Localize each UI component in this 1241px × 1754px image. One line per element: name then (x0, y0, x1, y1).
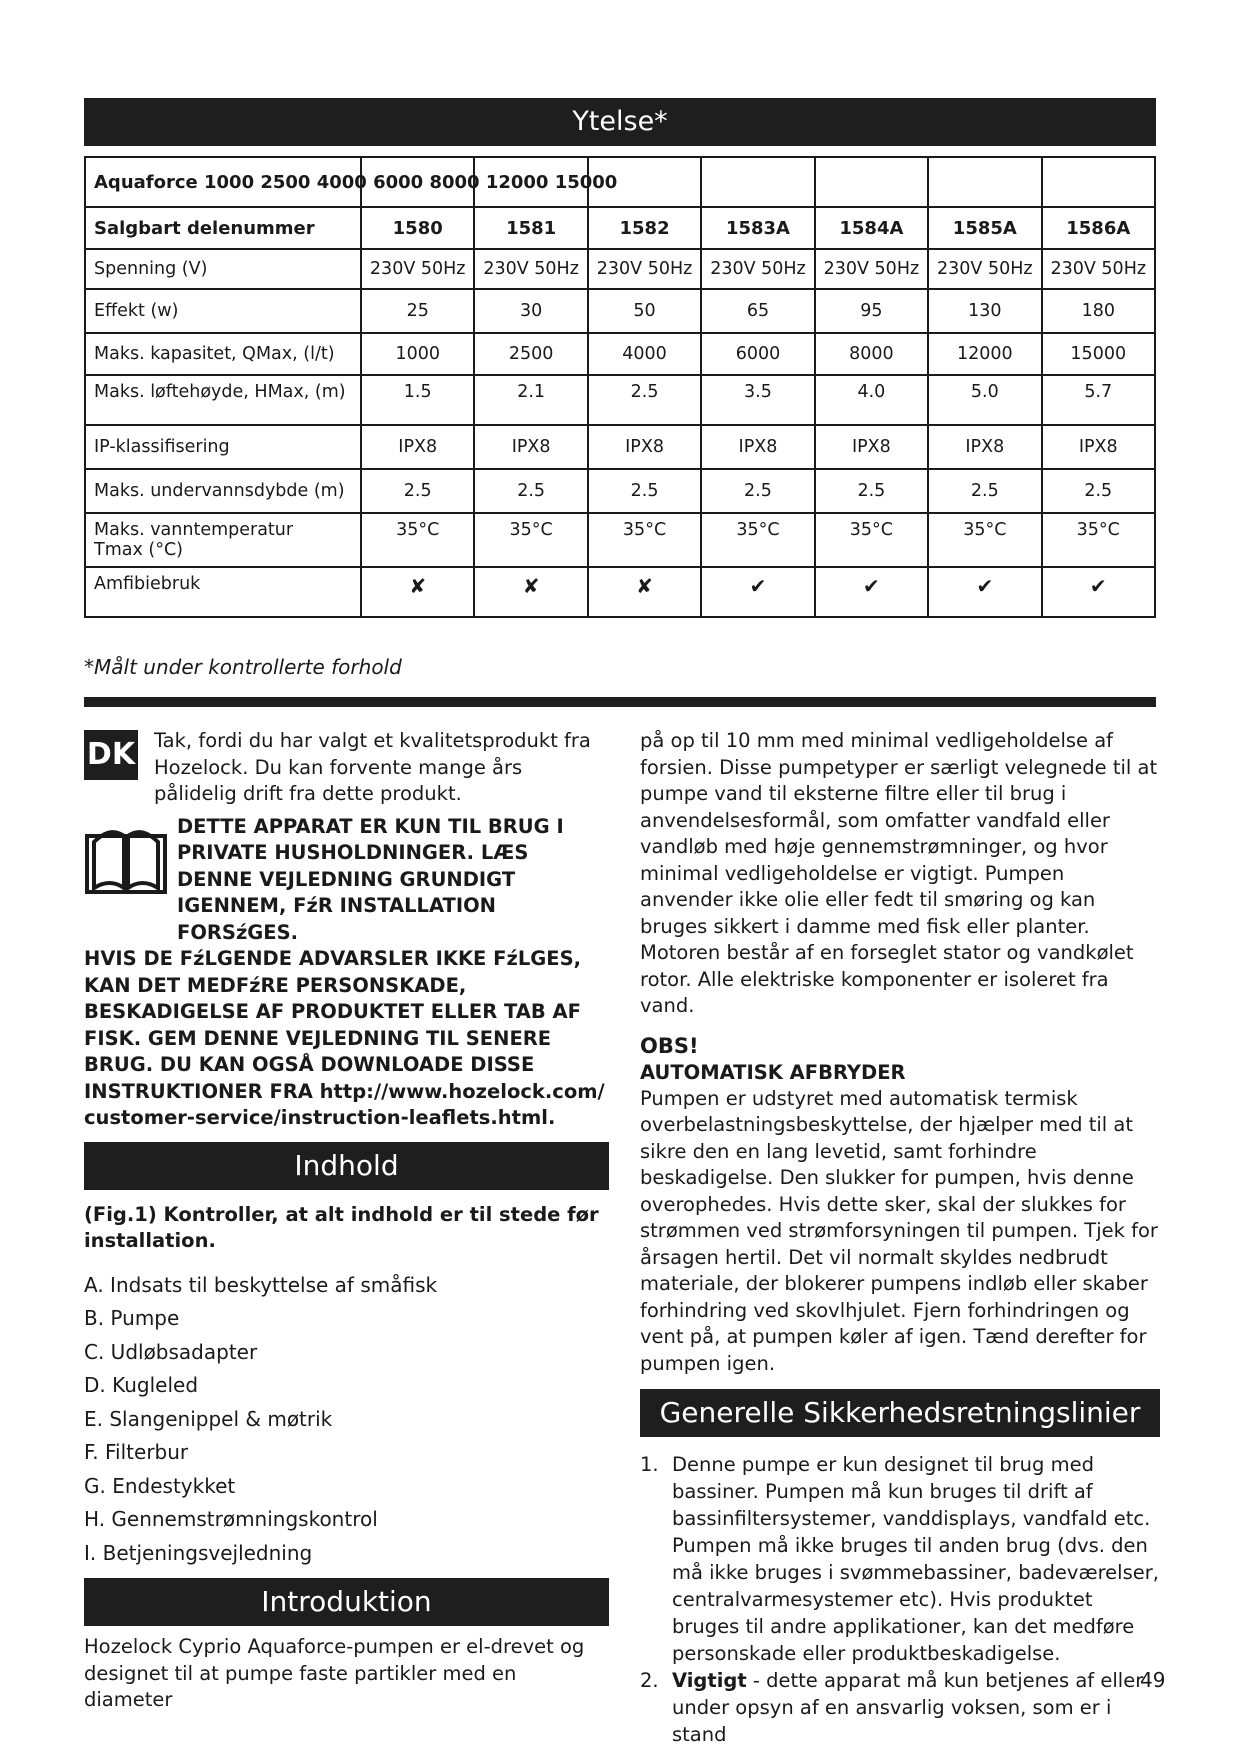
item-bold: Vigtigt (672, 1669, 747, 1692)
table-row (85, 469, 1155, 513)
cell: 230V 50Hz (701, 249, 814, 289)
part-number: 1584A (815, 207, 928, 249)
cell: 30 (474, 289, 587, 333)
note-heading: OBS! (640, 1033, 699, 1058)
warning-text: HVIS DE FźLGENDE ADVARSLER IKKE FźLGES, KAN DET MEDFźRE PERSONSKADE, BESKADIGELSE AF PRODUKTET ELLER TAB AF FISK. GEM DENNE VEJLEDNING TIL SENERE BRUG. DU KAN OGSÅ DOWNLOADE DISSE INSTRUKTIONER FRA http://www.hozelock.com/ customer-service/instruction-leaflets.html. (84, 947, 605, 1129)
table-row (85, 567, 1155, 617)
intro-text: Hozelock Cyprio Aquaforce-pumpen er el-drevet og designet til at pumpe faste partikler med en diameter (84, 1635, 585, 1711)
table-row (85, 425, 1155, 469)
cell: 2.5 (1042, 469, 1155, 513)
cell: 230V 50Hz (588, 249, 701, 289)
table-row (85, 333, 1155, 375)
intro-continued: på op til 10 mm med minimal vedligeholdelse af forsien. Disse pumpetyper er særligt velegnede til at pumpe vand til eksterne filtre eller til brug i anvendelsesformål, som omfatter vandfald eller vandløb med høje gennemstrømninger, og hvor minimal vedligeholdelse er vigtigt. Pumpen anvender ikke olie eller fedt til smøring og kan bruges sikkert i damme med fisk eller planter. Motoren består af en forseglet stator og vandkølet rotor. Alle elektriske komponenter er isoleret fra vand. (640, 729, 1158, 1017)
table-row (85, 207, 1155, 249)
row-label: Spenning (V) (85, 249, 361, 289)
row-label: Amfibiebruk (85, 567, 361, 617)
row-label: Maks. undervannsdybde (m) (85, 469, 361, 513)
check-note: (Fig.1) Kontroller, at alt indhold er til stede før installation. (84, 1202, 599, 1252)
cell: 35°C (1042, 513, 1155, 567)
row-label-line: Tmax (°C) (94, 540, 184, 560)
cell: 4.0 (815, 375, 928, 425)
auto-cutout-heading: AUTOMATISK AFBRYDER (640, 1060, 906, 1084)
item-number: 2. (640, 1669, 659, 1692)
list-item (640, 1451, 1160, 1667)
cell: 95 (815, 289, 928, 333)
part-number: 1580 (361, 207, 474, 249)
cell: 5.7 (1042, 375, 1155, 425)
row-label (85, 513, 361, 567)
contents-list (84, 1269, 609, 1571)
list-item: B. Pumpe (84, 1306, 180, 1330)
row-label: Maks. løftehøyde, HMax, (m) (85, 375, 361, 425)
left-column (84, 728, 609, 1714)
cell: 180 (1042, 289, 1155, 333)
cell: 230V 50Hz (928, 249, 1041, 289)
cell: 50 (588, 289, 701, 333)
check-icon: ✔ (701, 567, 814, 617)
item-text: - dette apparat må kun betjenes af eller under opsyn af en ansvarlig voksen, som er i stand (672, 1669, 1144, 1746)
cell: 2.5 (928, 469, 1041, 513)
cell: 2.5 (588, 375, 701, 425)
contents-heading: Indhold (84, 1142, 609, 1190)
introduction-heading: Introduktion (84, 1578, 609, 1626)
section-divider (84, 697, 1156, 707)
performance-table (84, 156, 1156, 618)
cell: 6000 (701, 333, 814, 375)
page-number: 49 (1140, 1668, 1166, 1692)
cell: 15000 (1042, 333, 1155, 375)
cross-icon: ✘ (588, 567, 701, 617)
list-item: G. Endestykket (84, 1473, 236, 1498)
cell: IPX8 (1042, 425, 1155, 469)
cell: IPX8 (815, 425, 928, 469)
cell: IPX8 (701, 425, 814, 469)
cell: 2.5 (815, 469, 928, 513)
cross-icon: ✘ (361, 567, 474, 617)
warning-text: DETTE APPARAT ER KUN TIL BRUG I PRIVATE HUSHOLDNINGER. LÆS DENNE VEJLEDNING GRUNDIGT IGENNEM, FźR INSTALLATION FORSźGES. (177, 814, 564, 944)
right-column (640, 728, 1160, 1748)
cell: 130 (928, 289, 1041, 333)
cell: 230V 50Hz (361, 249, 474, 289)
cell: 230V 50Hz (815, 249, 928, 289)
cell: 3.5 (701, 375, 814, 425)
part-number: 1581 (474, 207, 587, 249)
cell: 8000 (815, 333, 928, 375)
footnote: *Målt under kontrollerte forhold (84, 655, 402, 679)
cross-icon: ✘ (474, 567, 587, 617)
item-number: 1. (640, 1453, 659, 1476)
thanks-text: Tak, fordi du har valgt et kvalitetsprodukt fra Hozelock. Du kan forvente mange års pålidelig drift fra dette produkt. (154, 729, 591, 805)
part-number-label: Salgbart delenummer (85, 207, 361, 249)
cell: IPX8 (361, 425, 474, 469)
language-badge: DK (84, 730, 138, 780)
check-icon: ✔ (1042, 567, 1155, 617)
cell: 2500 (474, 333, 587, 375)
list-item (640, 1667, 1160, 1748)
table-row (85, 289, 1155, 333)
list-item: E. Slangenippel & møtrik (84, 1406, 333, 1431)
cell: 2.5 (701, 469, 814, 513)
safety-heading: Generelle Sikkerhedsretningslinier (640, 1389, 1160, 1437)
table-row (85, 249, 1155, 289)
check-icon: ✔ (928, 567, 1041, 617)
cell: 2.1 (474, 375, 587, 425)
cell: 2.5 (474, 469, 587, 513)
cell: 35°C (474, 513, 587, 567)
cell: 35°C (701, 513, 814, 567)
row-label: IP-klassifisering (85, 425, 361, 469)
item-text: Denne pumpe er kun designet til brug med bassiner. Pumpen må kun bruges til drift af bassinfiltersystemer, vanddisplays, vandfald etc. Pumpen må ikke bruges til anden brug (dvs. den må ikke bruges i svømmebassiner, badeværelser, centralvarmesystemer etc). Hvis produktet bruges til andre applikationer, kan det medføre personskade eller produktbeskadigelse. (672, 1453, 1159, 1665)
table-row (85, 513, 1155, 567)
cell: 230V 50Hz (474, 249, 587, 289)
cell: 1000 (361, 333, 474, 375)
cell: 65 (701, 289, 814, 333)
cell: 12000 (928, 333, 1041, 375)
part-number: 1583A (701, 207, 814, 249)
cell: 35°C (815, 513, 928, 567)
cell: IPX8 (588, 425, 701, 469)
check-icon: ✔ (815, 567, 928, 617)
table-row (85, 157, 1155, 207)
list-item: I. Betjeningsvejledning (84, 1540, 313, 1565)
cell: 35°C (361, 513, 474, 567)
safety-list (640, 1451, 1160, 1748)
part-number: 1585A (928, 207, 1041, 249)
list-item: F. Filterbur (84, 1440, 189, 1464)
performance-title: Ytelse* (84, 98, 1156, 146)
cell: 35°C (928, 513, 1041, 567)
part-number: 1586A (1042, 207, 1155, 249)
list-item: D. Kugleled (84, 1373, 199, 1397)
part-number: 1582 (588, 207, 701, 249)
cell: 5.0 (928, 375, 1041, 425)
cell: 1.5 (361, 375, 474, 425)
row-label: Effekt (w) (85, 289, 361, 333)
cell: IPX8 (474, 425, 587, 469)
cell: 2.5 (588, 469, 701, 513)
cell: IPX8 (928, 425, 1041, 469)
cell: 2.5 (361, 469, 474, 513)
cell: 35°C (588, 513, 701, 567)
cell: 230V 50Hz (1042, 249, 1155, 289)
list-item: A. Indsats til beskyttelse af småfisk (84, 1272, 438, 1297)
cell: 25 (361, 289, 474, 333)
model-line: Aquaforce 1000 2500 4000 6000 8000 12000 15000 (85, 157, 361, 207)
row-label: Maks. kapasitet, QMax, (l/t) (85, 333, 361, 375)
list-item: C. Udløbsadapter (84, 1339, 258, 1364)
list-item: H. Gennemstrømningskontrol (84, 1507, 378, 1531)
cell: 4000 (588, 333, 701, 375)
auto-cutout-text: Pumpen er udstyret med automatisk termisk overbelastningsbeskyttelse, der hjælper med til at sikre den en lang levetid, samt forhindre beskadigelse. Den slukker for pumpen, hvis denne overophedes. Hvis dette sker, skal der slukkes for strømmen ved strømforsyningen til pumpen. Tjek for årsagen hertil. Det vil normalt skyldes nedbrudt materiale, der blokerer pumpens indløb eller skaber forhindring ved skovlhjulet. Fjern forhindringen og vent på, at pumpen køler af igen. Tænd derefter for pumpen igen. (640, 1086, 1158, 1375)
table-row (85, 375, 1155, 425)
row-label-line: Maks. vanntemperatur (94, 520, 294, 540)
